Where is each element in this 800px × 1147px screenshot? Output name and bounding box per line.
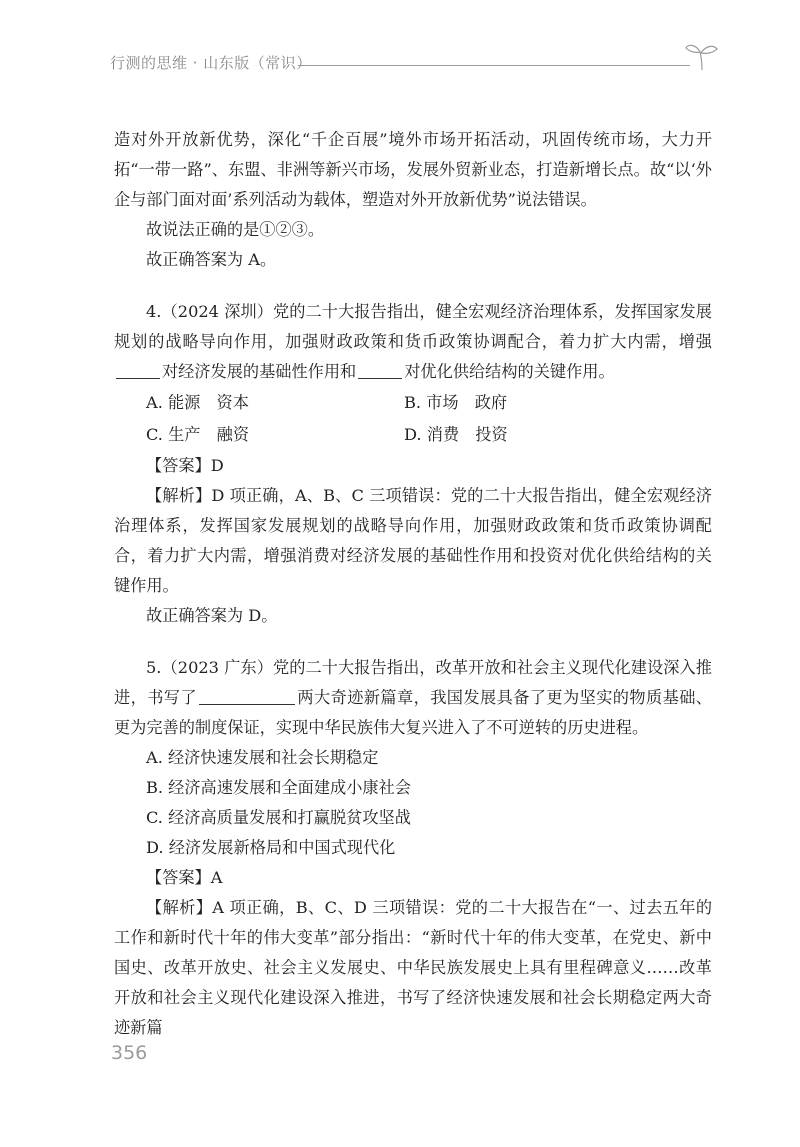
page-content [114, 125, 712, 1043]
q4-stem-part-c: 对优化供给结构的关键作用。 [404, 362, 615, 381]
q4-answer-value: D [210, 456, 224, 475]
q5-stem-part-b: 两大奇迹新篇章，我国发展具备了更为坚实的物质基础、更为完善的制度保证，实现中华民族伟大复兴进入了不可逆转的历史进程。 [114, 688, 712, 737]
q4-option-a: A. 能源 资本 [146, 393, 249, 412]
q5-analysis-text: A 项正确，B、C、D 三项错误：党的二十大报告在“一、过去五年的工作和新时代十年的伟大变革”部分指出：“新时代十年的伟大变革，在党史、新中国史、改革开放史、社会主义发展史、中华民族发展史上具有里程碑意义……改革开放和社会主义现代化建设深入推进，书写了经济快速发展和社会长期稳定两大奇迹新篇 [114, 898, 713, 1037]
q4-final-answer: 故正确答案为 D。 [146, 606, 278, 625]
q4-analysis-label: 【解析】 [146, 486, 212, 505]
q4-stem [114, 297, 712, 387]
page-header [110, 52, 710, 76]
continuation-final-answer: 故正确答案为 A。 [146, 250, 277, 269]
q5-answer [114, 863, 712, 893]
q5-option-b: B. 经济高速发展和全面建成小康社会 [146, 778, 411, 797]
q5-blank [199, 688, 295, 705]
q4-options-row-1 [114, 387, 712, 419]
question-4 [114, 297, 712, 631]
q4-answer-label: 【答案】 [146, 456, 211, 475]
q4-blank-2 [358, 362, 402, 379]
q5-analysis-label: 【解析】 [146, 898, 213, 917]
q4-answer [114, 451, 712, 481]
q4-blank-1 [116, 362, 160, 379]
q4-stem-part-b: 对经济发展的基础性作用和 [162, 362, 357, 381]
header-rule [298, 65, 690, 66]
q5-stem-part-a: 5.（2023 广东）党的二十大报告指出，改革开放和社会主义现代化建设深入推进，书写了 [114, 658, 712, 707]
header-title: 行测的思维 · 山东版（常识） [110, 54, 312, 72]
q4-option-c: C. 生产 融资 [146, 425, 250, 444]
sprout-icon [684, 42, 720, 72]
q4-option-d: D. 消费 投资 [404, 425, 508, 444]
continuation-conclusion: 故说法正确的是①②③。 [146, 220, 325, 239]
q5-analysis [114, 893, 712, 1043]
q4-options-row-2 [114, 419, 712, 451]
q5-stem [114, 653, 712, 743]
q5-answer-label: 【答案】 [146, 868, 211, 887]
q4-stem-part-a: 4.（2024 深圳）党的二十大报告指出，健全宏观经济治理体系，发挥国家发展规划的战略导向作用，加强财政政策和货币政策协调配合，着力扩大内需，增强 [114, 302, 712, 351]
q4-analysis [114, 481, 712, 601]
q5-option-a: A. 经济快速发展和社会长期稳定 [146, 748, 379, 767]
q4-analysis-text: D 项正确，A、B、C 三项错误：党的二十大报告指出，健全宏观经济治理体系，发挥国家发展规划的战略导向作用，加强财政政策和货币政策协调配合，着力扩大内需，增强消费对经济发展的基础性作用和投资对优化供给结构的关键作用。 [114, 486, 713, 595]
q5-option-c: C. 经济高质量发展和打赢脱贫攻坚战 [146, 808, 411, 827]
page-number: 356 [111, 1042, 148, 1064]
q4-option-b: B. 市场 政府 [404, 393, 508, 412]
q5-option-d: D. 经济发展新格局和中国式现代化 [146, 838, 396, 857]
question-5 [114, 653, 712, 1043]
q5-answer-value: A [210, 868, 223, 887]
continuation-paragraph: 造对外开放新优势，深化“千企百展”境外市场开拓活动，巩固传统市场，大力开拓“一带一路”、东盟、非洲等新兴市场，发展外贸新业态，打造新增长点。故“以‘外企与部门面对面’系列活动为载体，塑造对外开放新优势”说法错误。 [114, 130, 712, 209]
